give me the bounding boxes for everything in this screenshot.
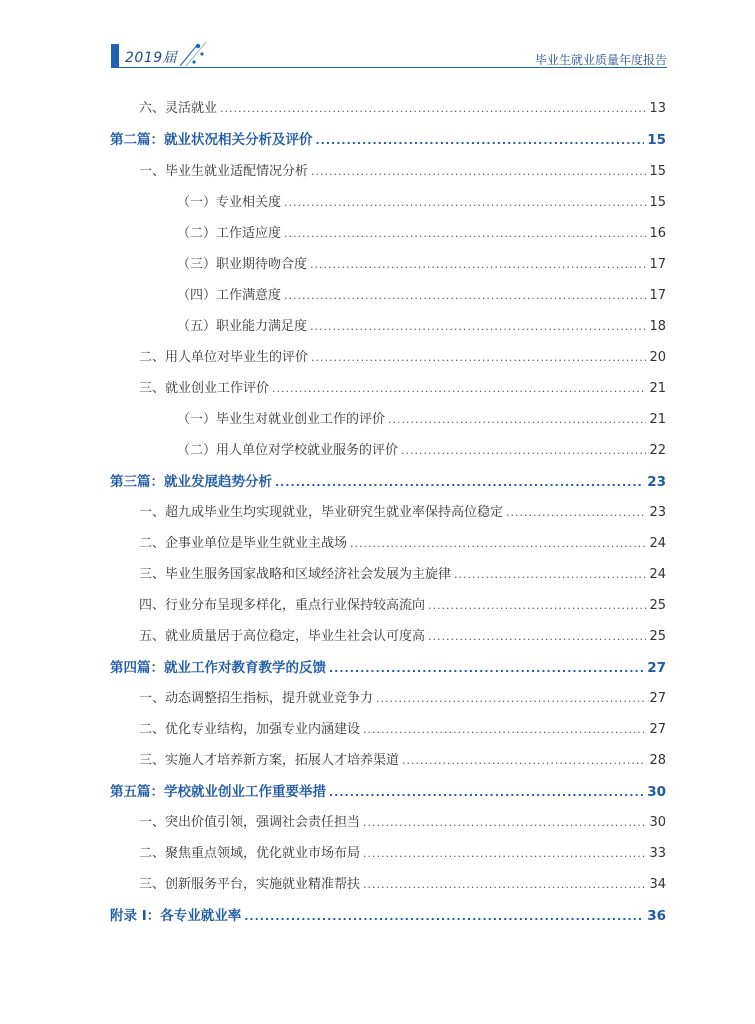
toc-page-number: 15 [649,195,666,210]
toc-entry-label: （三）职业期待吻合度 [177,257,308,272]
toc-leader [316,134,645,147]
toc-page-number: 30 [647,784,666,800]
toc-leader [376,692,646,705]
toc-leader [310,258,646,271]
toc-leader [402,754,646,767]
toc-leader [284,227,646,240]
toc-entry-label: 二、聚焦重点领域，优化就业市场布局 [139,846,361,861]
toc-leader [428,630,646,643]
toc-entry-label: 四、行业分布呈现多样化，重点行业保持较高流向 [139,598,426,613]
toc-entry[interactable] [139,377,666,397]
toc-entry-label: （五）职业能力满足度 [177,319,308,334]
toc-leader [454,568,646,581]
toc-leader [311,351,646,364]
toc-entry-label: （一）专业相关度 [177,195,282,210]
toc-entry-label: 一、动态调整招生指标，提升就业竞争力 [139,691,374,706]
toc-entry-label: 附录 I：各专业就业率 [110,908,242,924]
toc-entry-label: 一、突出价值引领，强调社会责任担当 [139,815,361,830]
toc-entry-label: 二、企事业单位是毕业生就业主战场 [139,536,348,551]
toc-leader [428,599,646,612]
toc-entry[interactable] [139,873,666,893]
toc-chapter-entry[interactable] [110,128,666,148]
toc-page-number: 24 [649,567,666,582]
toc-chapter-entry[interactable] [110,470,666,490]
toc-page-number: 34 [649,877,666,892]
toc-page-number: 17 [649,257,666,272]
toc-page-number: 23 [647,474,666,490]
toc-page-number: 25 [649,629,666,644]
toc-leader [272,382,646,395]
toc-entry-label: 第五篇：学校就业创业工作重要举措 [110,784,326,800]
toc-leader [284,289,646,302]
toc-entry-label: （二）用人单位对学校就业服务的评价 [177,443,399,458]
header-decoration-icon [176,40,236,70]
toc-entry-label: 二、优化专业结构，加强专业内涵建设 [139,722,361,737]
toc-entry-label: 五、就业质量居于高位稳定，毕业生社会认可度高 [139,629,426,644]
toc-entry[interactable] [177,408,666,428]
toc-page-number: 27 [649,722,666,737]
toc-entry-label: 第四篇：就业工作对教育教学的反馈 [110,660,326,676]
toc-page-number: 15 [647,132,666,148]
toc-chapter-entry[interactable] [110,656,666,676]
toc-entry-label: 三、毕业生服务国家战略和区域经济社会发展为主旋律 [139,567,452,582]
header-accent-bar [111,44,119,68]
toc-entry[interactable] [177,439,666,459]
toc-page-number: 22 [649,443,666,458]
toc-chapter-entry[interactable] [110,780,666,800]
toc-entry[interactable] [139,718,666,738]
toc-entry-label: （二）工作适应度 [177,226,282,241]
toc-page-number: 23 [649,505,666,520]
toc-leader [401,444,646,457]
header-divider [111,67,667,68]
toc-leader [329,662,644,675]
toc-entry[interactable] [139,563,666,583]
toc-entry-label: （一）毕业生对就业创业工作的评价 [177,412,386,427]
toc-entry-label: 六、灵活就业 [139,101,218,116]
toc-entry-label: 三、创新服务平台，实施就业精准帮扶 [139,877,361,892]
toc-page-number: 27 [649,691,666,706]
toc-entry-label: 三、实施人才培养新方案，拓展人才培养渠道 [139,753,400,768]
toc-entry[interactable] [177,222,666,242]
toc-entry-label: （四）工作满意度 [177,288,282,303]
toc-page-number: 27 [647,660,666,676]
toc-entry-label: 一、超九成毕业生均实现就业，毕业研究生就业率保持高位稳定 [139,505,504,520]
toc-entry[interactable] [139,811,666,831]
toc-leader [284,196,646,209]
toc-leader [244,910,644,923]
toc-entry-label: 三、就业创业工作评价 [139,381,270,396]
toc-entry[interactable] [139,594,666,614]
toc-page-number: 28 [649,753,666,768]
toc-entry-label: 一、毕业生就业适配情况分析 [139,164,309,179]
toc-page-number: 17 [649,288,666,303]
toc-entry[interactable] [139,687,666,707]
toc-page-number: 18 [649,319,666,334]
header-report-title: 毕业生就业质量年度报告 [534,53,667,67]
toc-entry[interactable] [139,346,666,366]
toc-leader [388,413,646,426]
toc-entry[interactable] [139,842,666,862]
toc-entry[interactable] [139,160,666,180]
toc-leader [363,723,646,736]
toc-leader [350,537,646,550]
toc-page-number: 21 [649,381,666,396]
toc-page-number: 15 [649,164,666,179]
toc-page-number: 16 [649,226,666,241]
toc-page-number: 36 [647,908,666,924]
page-header [0,0,755,80]
toc-entry[interactable] [139,749,666,769]
toc-page-number: 30 [649,815,666,830]
toc-leader [363,847,646,860]
toc-leader [310,320,646,333]
toc-entry-label: 第三篇：就业发展趋势分析 [110,474,272,490]
toc-entry[interactable] [177,191,666,211]
toc-leader [363,816,646,829]
toc-entry[interactable] [139,532,666,552]
toc-entry-label: 第二篇：就业状况相关分析及评价 [110,132,313,148]
toc-entry[interactable] [177,284,666,304]
header-year: 2019届 [125,50,178,66]
toc-page-number: 21 [649,412,666,427]
toc-entry[interactable] [139,501,666,521]
toc-page-number: 33 [649,846,666,861]
toc-chapter-entry[interactable] [110,904,666,924]
toc-entry[interactable] [177,315,666,335]
toc-page-number: 24 [649,536,666,551]
toc-page-number: 25 [649,598,666,613]
toc-leader [363,878,646,891]
toc-entry[interactable] [177,253,666,273]
toc-leader [329,786,644,799]
toc-entry-label: 二、用人单位对毕业生的评价 [139,350,309,365]
toc-page-number: 13 [649,101,666,116]
toc-entry[interactable] [139,625,666,645]
toc-leader [275,476,644,489]
toc-leader [311,165,646,178]
toc-leader [506,506,646,519]
toc-entry[interactable] [139,97,666,117]
toc-leader [220,102,646,115]
toc-page-number: 20 [649,350,666,365]
